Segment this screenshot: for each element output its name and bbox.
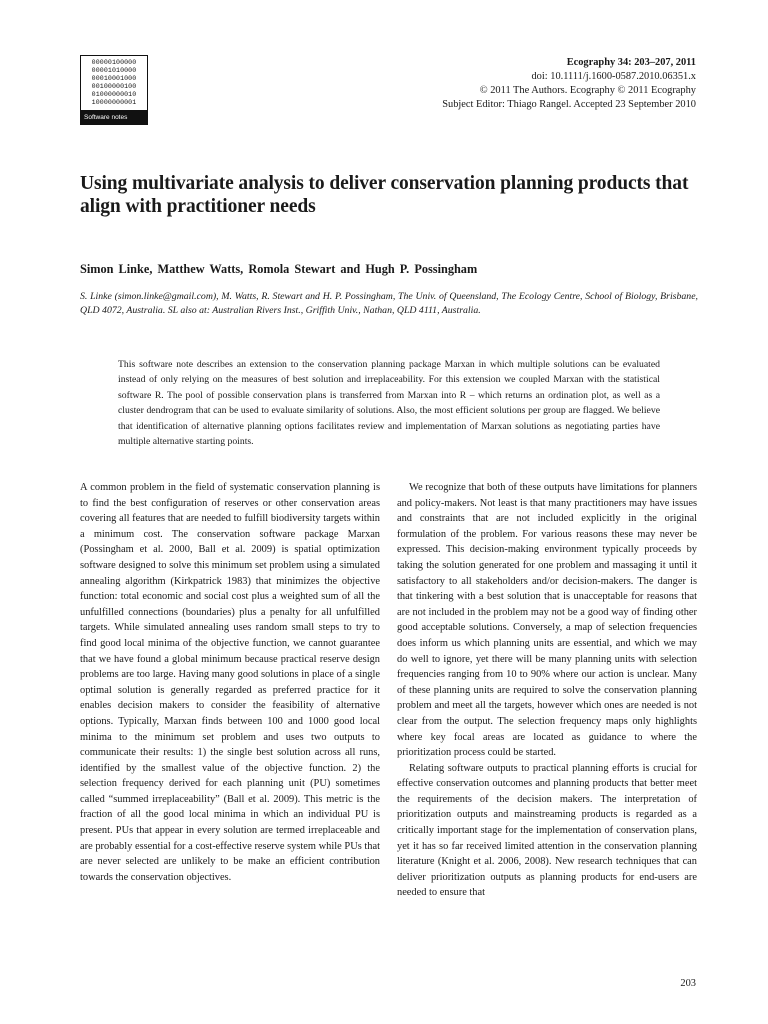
section-label: Software notes	[81, 110, 147, 124]
code-line: 00010001000	[91, 75, 137, 82]
body-paragraph: A common problem in the field of systematic conservation planning is to find the best configuration of reserves or other conservation areas covering all features that are needed to fulfill biodiversity targets within a minimum cost. The conservation software package Marxan (Possingham et al. 2000, Ball et al. 2009) is spatial optimization software designed to solve this minimum set problem using a simulated annealing algorithm (Kirkpatrick 1983) that minimizes the objective function: total economic and social cost plus a weighted sum of all the unfulfilled connections (boundaries) plus a penalty for all unfulfilled targets. While simulated annealing uses random small steps to try to find good local minima of the objective function, we cannot guarantee that we have found a global minimum because practical reserve design problems are too large. Having many good solutions in place of a single optimal solution is generally regarded as preferred practice for it enables decision makers to consider the feasibility of alternative options. Typically, Marxan finds between 100 and 1000 good local minima to the minimum set problem and uses two outputs to communicate their results: 1) the single best solution across all runs, identified by the smallest value of the objective function. 2) the selection frequency derived for each planning unit (PU) sometimes called “summed irreplaceability” (Ball et al. 2009). This metric is the fraction of all the good local minima in which an individual PU is present. PUs that appear in every solution are termed irreplaceable and are probably essential for a cost-effective reserve system while PUs that are never selected are unlikely to be make an efficient contribution towards the conservation objectives.	[80, 482, 380, 883]
code-line: 00100000100	[91, 83, 137, 90]
code-line: 00000100000	[91, 59, 137, 66]
affiliation: S. Linke (simon.linke@gmail.com), M. Watts, R. Stewart and H. P. Possingham, The Univ. of Queensland, The Ecology Centre, School of Biology, Brisbane, QLD 4072, Australia. SL also at: Australian Rivers Inst., Griffith Univ., Nathan, QLD 4111, Australia.	[80, 291, 698, 316]
body-paragraph: We recognize that both of these outputs have limitations for planners and policy-makers. Not least is that many practitioners may have issues and constraints that are not included explicitly in the original formulation of the problem. For various reasons these may never be expressed. This decision-making environment typically proceeds by taking the solution generated for one problem and massaging it until it satisfactory to all stakeholders and/or decision-makers. The danger is that tinkering with a best solution that is unacceptable for reasons that are not included in the problem may not be a good way of finding other good acceptable solutions. Conversely, a map of selection frequencies does inform us which planning units are essential, and which we may do well to ignore, yet there will be many planning units with selection frequencies ranging from 10 to 90% where our action is unclear. Many of these planning units are required to solve the conservation planning problem and meet all the targets, however which ones are needed is not clear from the output. The selection frequency maps only highlights where key focal areas are located as guidance to where the prioritization process could be started.	[397, 482, 697, 759]
body-column-left	[80, 480, 380, 885]
code-line: 10000000001	[91, 99, 137, 106]
code-line: 01000000010	[91, 91, 137, 98]
journal-volume: Ecography 34: 203–207, 2011	[566, 57, 696, 68]
doi: doi: 10.1111/j.1600-0587.2010.06351.x	[531, 71, 696, 82]
article-title: Using multivariate analysis to deliver conservation planning products that align with practitioner needs	[80, 173, 689, 217]
abstract: This software note describes an extension to the conservation planning package Marxan in which multiple solutions can be evaluated instead of only relying on the measures of best solution and irreplaceability. For this extension we coupled Marxan with the statistical software R. The pool of possible conservation plans is transferred from Marxan into R – which returns an ordination plot, as well as a cluster dendrogram that can be used to evaluate similarity of solutions. Also, the most efficient solutions per group are flagged. We believe that identification of alternative planning options facilitates review and implementation of Marxan solutions as negotiating parties have multiple alternative starting points.	[118, 359, 660, 448]
copyright: © 2011 The Authors. Ecography © 2011 Ecography	[479, 85, 696, 96]
subject-editor: Subject Editor: Thiago Rangel. Accepted 23 September 2010	[442, 99, 696, 110]
binary-code-graphic	[81, 56, 147, 110]
page-number: 203	[680, 978, 696, 989]
code-line: 00001010000	[91, 67, 137, 74]
body-column-right	[397, 480, 697, 901]
body-paragraph: Relating software outputs to practical planning efforts is crucial for effective conservation outcomes and planning products that better meet the requirements of the decision makers. The interpretation of prioritization outputs and mainstreaming products is regarded as a critically important stage for the implementation of conservation plans, yet it has so far received limited attention in the conservation planning literature (Knight et al. 2006, 2008). New research techniques that can deliver prioritization outputs as planning products for end-users are needed to ensure that	[397, 762, 697, 899]
journal-citation	[442, 56, 696, 112]
software-notes-logo	[80, 55, 148, 125]
author-list: Simon Linke, Matthew Watts, Romola Stewart and Hugh P. Possingham	[80, 262, 478, 276]
